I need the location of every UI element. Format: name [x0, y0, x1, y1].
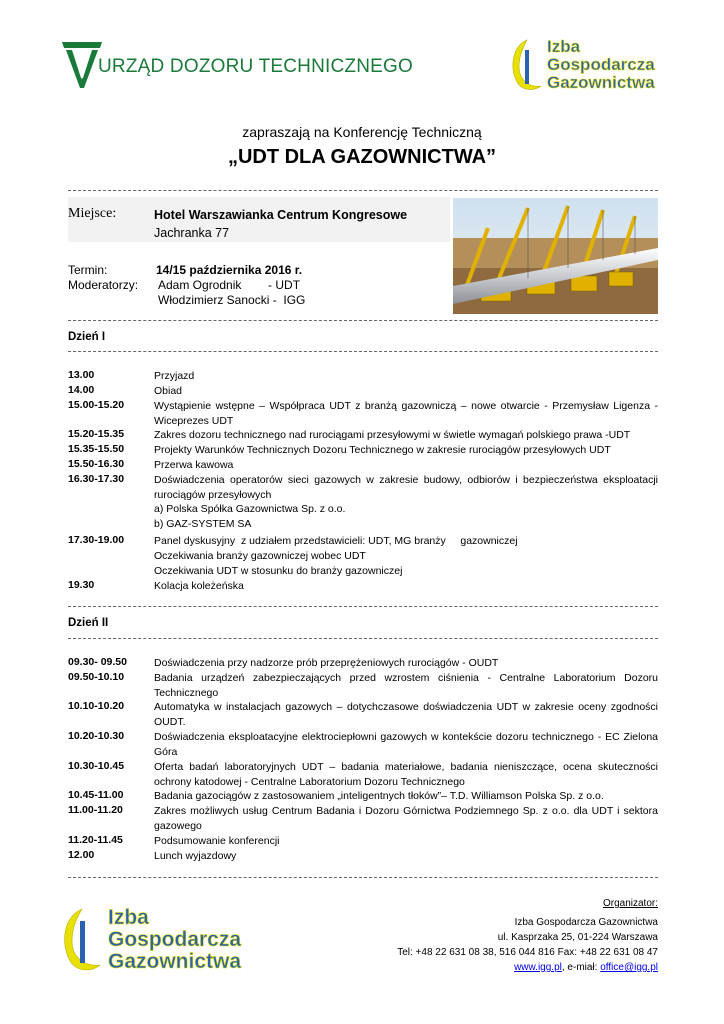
agenda-item: a) Polska Spółka Gazownictwa Sp. z o.o. [154, 503, 346, 515]
org-email-prefix: , e-miał: [561, 962, 601, 973]
agenda-time: 19.30 [68, 579, 95, 591]
divider [68, 638, 658, 639]
agenda-item: Zakres dozoru technicznego nad rurociągami przesyłowymi w świetle wymagań polskiego prawa -UDT [154, 429, 631, 441]
agenda-item: Zakres możliwych usług Centrum Badania i Dozoru Górnictwa Podziemnego Sp. z o.o. dla UDT i sektora gazowego [154, 805, 658, 832]
org-name: Izba Gospodarcza Gazownictwa [514, 917, 658, 928]
divider [68, 877, 658, 878]
day1-heading: Dzień I [68, 331, 106, 343]
agenda-item: Doświadczenia operatorów sieci gazowych w zakresie budowy, odbiorów i bezpieczeństwa eksploatacji rurociągów przesyłowych [154, 474, 658, 501]
date-value: 14/15 października 2016 r. [156, 263, 303, 277]
agenda-time: 13.00 [68, 369, 95, 381]
agenda-item: Panel dyskusyjny z udziałem przedstawicieli: UDT, MG branży gazowniczej [154, 535, 518, 547]
organizer-label: Organizator: [602, 898, 658, 909]
agenda-time: 10.20-10.30 [68, 730, 125, 742]
agenda-item: Przyjazd [154, 370, 195, 382]
agenda-item: Wystąpienie wstępne – Współpraca UDT z branżą gazowniczą – nowe otwarcie - Przemysław Ligenza - Wiceprezes UDT [154, 400, 658, 427]
agenda-item: Oferta badań laboratoryjnych UDT – badania materiałowe, badania nieniszczące, ocena skuteczności ochrony katodowej - Centralne Laboratorium Dozoru Technicznego [154, 761, 658, 788]
invite-line: zapraszają na Konferencję Techniczną [242, 124, 482, 140]
agenda-item: Badania urządzeń zabezpieczających przed wzrostem ciśnienia - Centralne Laboratorium Dozoru Technicznego [154, 672, 658, 699]
divider [68, 351, 658, 352]
org-contact [514, 962, 658, 973]
conference-title: „UDT DLA GAZOWNICTWA” [227, 146, 497, 168]
agenda-item: Doświadczenia przy nadzorze prób przeprężeniowych rurociągów - OUDT [154, 657, 499, 669]
agenda-item: Podsumowanie konferencji [154, 835, 280, 847]
agenda-time: 16.30-17.30 [68, 473, 125, 485]
agenda-item: Kolacja koleżeńska [154, 580, 244, 592]
place-name: Hotel Warszawianka Centrum Kongresowe [154, 208, 408, 222]
divider [68, 320, 658, 321]
agenda-item: b) GAZ-SYSTEM SA [154, 518, 252, 530]
agenda-item: Badania gazociągów z zastosowaniem „inteligentnych tłoków”– T.D. Williamson Polska Sp. z o.o. [154, 790, 604, 802]
igg-logo-bottom [58, 905, 240, 975]
moderator-2: Włodzimierz Sanocki - IGG [158, 293, 306, 307]
agenda-time: 10.45-11.00 [68, 789, 124, 801]
agenda-item: Oczekiwania branży gazowniczej wobec UDT [154, 550, 366, 562]
divider [68, 190, 658, 191]
udt-logo-text: URZĄD DOZORU TECHNICZNEGO [98, 56, 413, 77]
agenda-time: 15.35-15.50 [68, 443, 125, 455]
igg-word-3: Gazownictwa [108, 950, 242, 973]
agenda-time: 09.30- 09.50 [68, 656, 127, 668]
day2-heading: Dzień II [68, 617, 109, 629]
org-phone: Tel: +48 22 631 08 38, 516 044 816 Fax: +48 22 631 08 47 [397, 947, 658, 958]
agenda-item: Lunch wyjazdowy [154, 850, 237, 862]
agenda-item: Obiad [154, 385, 183, 397]
agenda-time: 09.50-10.10 [68, 671, 125, 683]
place-label: Miejsce: [68, 206, 117, 221]
igg-word-1: Izba [547, 37, 581, 56]
agenda-item: Oczekiwania UDT w stosunku do branży gazowniczej [154, 565, 403, 577]
agenda-time: 17.30-19.00 [68, 534, 125, 546]
agenda-item: Automatyka w instalacjach gazowych – dotychczasowe doświadczenia UDT w zakresie oceny zgodności OUDT. [154, 701, 658, 728]
divider [68, 606, 658, 607]
moderator-1: Adam Ogrodnik - UDT [158, 278, 301, 292]
pipeline-photo [453, 198, 658, 314]
agenda-time: 11.00-11.20 [68, 804, 123, 816]
agenda-time: 12.00 [68, 849, 95, 861]
moderators-label: Moderatorzy: [68, 278, 139, 292]
agenda-time: 15.00-15.20 [68, 399, 125, 411]
udt-emblem-icon [62, 40, 102, 90]
agenda-time: 15.20-15.35 [68, 428, 125, 440]
agenda-time: 11.20-11.45 [68, 834, 123, 846]
org-email-link[interactable]: office@igg.pl [600, 962, 658, 973]
igg-word-3: Gazownictwa [547, 73, 655, 92]
agenda-item: Przerwa kawowa [154, 459, 234, 471]
igg-logo-top [507, 36, 663, 94]
place-address: Jachranka 77 [154, 226, 230, 240]
org-address: ul. Kasprzaka 25, 01-224 Warszawa [497, 932, 658, 943]
agenda-time: 15.50-16.30 [68, 458, 125, 470]
agenda-time: 14.00 [68, 384, 95, 396]
agenda-time: 10.30-10.45 [68, 760, 125, 772]
igg-flame-icon [58, 905, 106, 975]
org-web-link[interactable]: www.igg.pl [514, 962, 562, 973]
igg-word-1: Izba [108, 906, 149, 929]
date-label: Termin: [68, 263, 108, 277]
igg-flame-icon [507, 36, 547, 94]
agenda-item: Doświadczenia eksploatacyjne elektrociepłowni gazowych w kontekście dozoru technicznego - EC Zielona Góra [154, 731, 658, 758]
igg-word-2: Gospodarcza [108, 928, 242, 951]
igg-word-2: Gospodarcza [547, 55, 655, 74]
agenda-time: 10.10-10.20 [68, 700, 125, 712]
agenda-item: Projekty Warunków Technicznych Dozoru Technicznego w zakresie rurociągów przesyłowych UDT [154, 444, 611, 456]
